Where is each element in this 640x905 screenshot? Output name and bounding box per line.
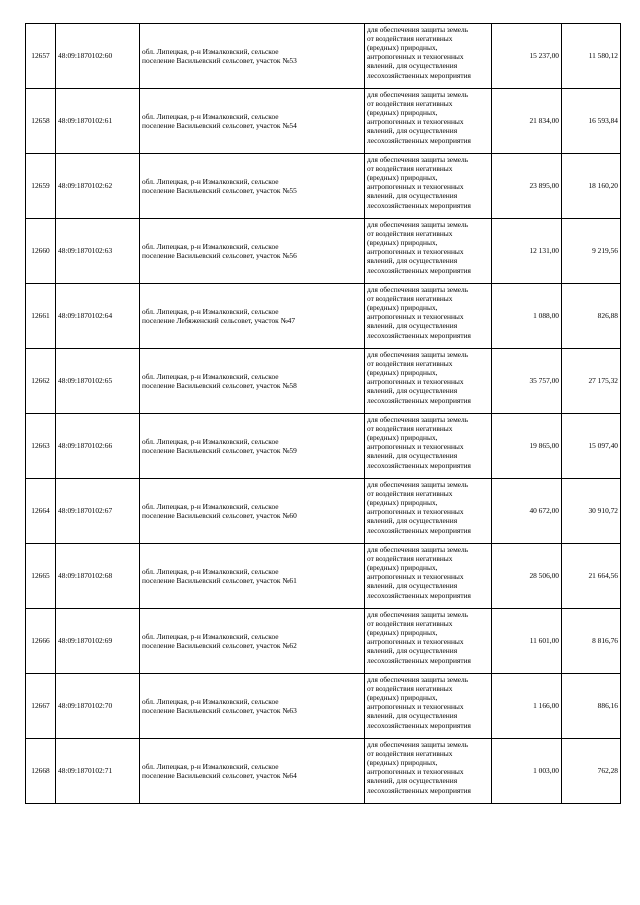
purpose-line: явлений, для осуществления	[367, 126, 458, 136]
purpose-line: лесохозяйственных мероприятия	[367, 135, 471, 145]
purpose-cell	[365, 739, 492, 804]
purpose-line: лесохозяйственных мероприятия	[367, 330, 471, 340]
purpose-line: явлений, для осуществления	[367, 711, 458, 721]
address-line-2: поселение Васильевский сельсовет, участок №54	[142, 121, 297, 130]
address-line-2: поселение Васильевский сельсовет, участок №58	[142, 381, 297, 390]
purpose-line: (вредных) природных,	[367, 627, 438, 637]
purpose-cell	[365, 154, 492, 219]
purpose-line: (вредных) природных,	[367, 42, 438, 52]
row-number: 12666	[26, 609, 56, 674]
purpose-line: для обеспечения защиты земель	[367, 219, 469, 229]
purpose-cell	[365, 219, 492, 284]
purpose-line: от воздействия негативных	[367, 748, 453, 758]
address-line-1: обл. Липецкая, р-н Измалковский, сельское	[142, 46, 279, 56]
purpose-line: для обеспечения защиты земель	[367, 739, 469, 749]
table-row	[26, 89, 621, 154]
purpose-line: от воздействия негативных	[367, 618, 453, 628]
purpose-line: (вредных) природных,	[367, 302, 438, 312]
purpose-line: от воздействия негативных	[367, 683, 453, 693]
cadastral-number: 48:09:1870102:63	[56, 219, 140, 284]
address-line-2: поселение Васильевский сельсовет, участок №53	[142, 56, 297, 65]
area-cell: 40 672,00	[492, 479, 562, 544]
purpose-line: антропогенных и техногенных	[367, 572, 464, 582]
cost-cell: 886,16	[562, 674, 621, 739]
address-line-1: обл. Липецкая, р-н Измалковский, сельское	[142, 761, 279, 771]
address-cell	[140, 24, 365, 89]
purpose-line: от воздействия негативных	[367, 98, 453, 108]
table-row	[26, 414, 621, 479]
row-number: 12660	[26, 219, 56, 284]
purpose-line: антропогенных и техногенных	[367, 182, 464, 192]
purpose-cell	[365, 24, 492, 89]
purpose-text	[367, 545, 489, 608]
purpose-cell	[365, 674, 492, 739]
purpose-line: явлений, для осуществления	[367, 581, 458, 591]
cadastral-number: 48:09:1870102:69	[56, 609, 140, 674]
purpose-line: антропогенных и техногенных	[367, 442, 464, 452]
row-number: 12662	[26, 349, 56, 414]
address-cell	[140, 414, 365, 479]
table-row	[26, 609, 621, 674]
purpose-line: от воздействия негативных	[367, 553, 453, 563]
cadastral-number: 48:09:1870102:71	[56, 739, 140, 804]
table-row	[26, 544, 621, 609]
cadastral-number: 48:09:1870102:67	[56, 479, 140, 544]
row-number: 12665	[26, 544, 56, 609]
purpose-line: для обеспечения защиты земель	[367, 674, 469, 684]
row-number: 12664	[26, 479, 56, 544]
area-cell: 21 834,00	[492, 89, 562, 154]
address-line-2: поселение Васильевский сельсовет, участок №59	[142, 446, 297, 455]
address-cell	[140, 479, 365, 544]
address-line-1: обл. Липецкая, р-н Измалковский, сельское	[142, 501, 279, 511]
cost-cell: 30 910,72	[562, 479, 621, 544]
table-row	[26, 219, 621, 284]
purpose-line: для обеспечения защиты земель	[367, 349, 469, 359]
address-line-2: поселение Васильевский сельсовет, участок №56	[142, 251, 297, 260]
purpose-text	[367, 90, 489, 153]
purpose-line: антропогенных и техногенных	[367, 247, 464, 257]
purpose-line: лесохозяйственных мероприятия	[367, 785, 471, 795]
purpose-cell	[365, 479, 492, 544]
address-line-1: обл. Липецкая, р-н Измалковский, сельское	[142, 436, 279, 446]
purpose-line: от воздействия негативных	[367, 293, 453, 303]
cost-cell: 27 175,32	[562, 349, 621, 414]
purpose-line: антропогенных и техногенных	[367, 637, 464, 647]
purpose-line: (вредных) природных,	[367, 172, 438, 182]
cost-cell: 18 160,20	[562, 154, 621, 219]
purpose-line: лесохозяйственных мероприятия	[367, 395, 471, 405]
purpose-line: явлений, для осуществления	[367, 321, 458, 331]
table-row	[26, 154, 621, 219]
table-row	[26, 739, 621, 804]
cost-cell: 8 816,76	[562, 609, 621, 674]
address-cell	[140, 349, 365, 414]
address-line-1: обл. Липецкая, р-н Измалковский, сельское	[142, 566, 279, 576]
purpose-line: от воздействия негативных	[367, 228, 453, 238]
purpose-line: лесохозяйственных мероприятия	[367, 590, 471, 600]
purpose-line: лесохозяйственных мероприятия	[367, 70, 471, 80]
cadastral-number: 48:09:1870102:62	[56, 154, 140, 219]
purpose-text	[367, 740, 489, 803]
purpose-line: антропогенных и техногенных	[367, 377, 464, 387]
area-cell: 15 237,00	[492, 24, 562, 89]
cadastral-number: 48:09:1870102:60	[56, 24, 140, 89]
area-cell: 1 088,00	[492, 284, 562, 349]
purpose-text	[367, 350, 489, 413]
purpose-line: (вредных) природных,	[367, 107, 438, 117]
address-cell	[140, 739, 365, 804]
address-cell	[140, 219, 365, 284]
purpose-line: (вредных) природных,	[367, 432, 438, 442]
address-cell	[140, 154, 365, 219]
purpose-text	[367, 285, 489, 348]
row-number: 12668	[26, 739, 56, 804]
address-line-2: поселение Васильевский сельсовет, участок №63	[142, 706, 297, 715]
purpose-line: лесохозяйственных мероприятия	[367, 200, 471, 210]
purpose-line: от воздействия негативных	[367, 423, 453, 433]
address-line-1: обл. Липецкая, р-н Измалковский, сельское	[142, 696, 279, 706]
purpose-line: (вредных) природных,	[367, 497, 438, 507]
table-row	[26, 674, 621, 739]
address-cell	[140, 544, 365, 609]
address-line-2: поселение Васильевский сельсовет, участок №55	[142, 186, 297, 195]
purpose-line: для обеспечения защиты земель	[367, 154, 469, 164]
cost-cell: 11 580,12	[562, 24, 621, 89]
area-cell: 11 601,00	[492, 609, 562, 674]
table-row	[26, 24, 621, 89]
purpose-text	[367, 610, 489, 673]
cost-cell: 9 219,56	[562, 219, 621, 284]
row-number: 12667	[26, 674, 56, 739]
address-line-1: обл. Липецкая, р-н Измалковский, сельское	[142, 631, 279, 641]
purpose-line: явлений, для осуществления	[367, 61, 458, 71]
address-line-2: поселение Васильевский сельсовет, участок №62	[142, 641, 297, 650]
purpose-line: для обеспечения защиты земель	[367, 89, 469, 99]
purpose-line: антропогенных и техногенных	[367, 702, 464, 712]
address-cell	[140, 89, 365, 154]
table-row	[26, 284, 621, 349]
address-line-1: обл. Липецкая, р-н Измалковский, сельское	[142, 306, 279, 316]
purpose-cell	[365, 414, 492, 479]
address-line-2: поселение Лебяженский сельсовет, участок №47	[142, 316, 296, 325]
address-cell	[140, 674, 365, 739]
purpose-text	[367, 155, 489, 218]
purpose-line: (вредных) природных,	[367, 562, 438, 572]
purpose-line: антропогенных и техногенных	[367, 117, 464, 127]
purpose-text	[367, 675, 489, 738]
area-cell: 35 757,00	[492, 349, 562, 414]
address-line-2: поселение Васильевский сельсовет, участок №60	[142, 511, 297, 520]
cadastral-number: 48:09:1870102:66	[56, 414, 140, 479]
address-line-1: обл. Липецкая, р-н Измалковский, сельское	[142, 241, 279, 251]
area-cell: 28 506,00	[492, 544, 562, 609]
purpose-line: для обеспечения защиты земель	[367, 479, 469, 489]
purpose-line: антропогенных и техногенных	[367, 767, 464, 777]
purpose-line: явлений, для осуществления	[367, 776, 458, 786]
table-body	[26, 24, 621, 804]
cost-cell: 21 664,56	[562, 544, 621, 609]
purpose-line: от воздействия негативных	[367, 33, 453, 43]
address-line-2: поселение Васильевский сельсовет, участок №64	[142, 771, 297, 780]
cadastral-number: 48:09:1870102:64	[56, 284, 140, 349]
purpose-line: от воздействия негативных	[367, 163, 453, 173]
cadastral-number: 48:09:1870102:68	[56, 544, 140, 609]
row-number: 12657	[26, 24, 56, 89]
row-number: 12661	[26, 284, 56, 349]
address-line-1: обл. Липецкая, р-н Измалковский, сельское	[142, 111, 279, 121]
table-row	[26, 349, 621, 414]
cost-cell: 826,88	[562, 284, 621, 349]
address-cell	[140, 609, 365, 674]
purpose-cell	[365, 284, 492, 349]
purpose-line: явлений, для осуществления	[367, 256, 458, 266]
purpose-text	[367, 25, 489, 88]
purpose-line: от воздействия негативных	[367, 488, 453, 498]
purpose-line: лесохозяйственных мероприятия	[367, 655, 471, 665]
purpose-line: явлений, для осуществления	[367, 646, 458, 656]
purpose-cell	[365, 544, 492, 609]
purpose-line: явлений, для осуществления	[367, 451, 458, 461]
purpose-line: (вредных) природных,	[367, 692, 438, 702]
purpose-line: для обеспечения защиты земель	[367, 284, 469, 294]
row-number: 12663	[26, 414, 56, 479]
area-cell: 12 131,00	[492, 219, 562, 284]
purpose-cell	[365, 609, 492, 674]
purpose-line: антропогенных и техногенных	[367, 507, 464, 517]
purpose-line: (вредных) природных,	[367, 367, 438, 377]
purpose-line: для обеспечения защиты земель	[367, 544, 469, 554]
purpose-line: (вредных) природных,	[367, 237, 438, 247]
purpose-line: от воздействия негативных	[367, 358, 453, 368]
area-cell: 1 003,00	[492, 739, 562, 804]
purpose-line: явлений, для осуществления	[367, 386, 458, 396]
purpose-line: лесохозяйственных мероприятия	[367, 460, 471, 470]
purpose-text	[367, 220, 489, 283]
area-cell: 23 895,00	[492, 154, 562, 219]
cost-cell: 15 097,40	[562, 414, 621, 479]
purpose-line: антропогенных и техногенных	[367, 52, 464, 62]
cadastral-number: 48:09:1870102:70	[56, 674, 140, 739]
purpose-line: для обеспечения защиты земель	[367, 609, 469, 619]
purpose-line: антропогенных и техногенных	[367, 312, 464, 322]
row-number: 12659	[26, 154, 56, 219]
address-line-1: обл. Липецкая, р-н Измалковский, сельское	[142, 176, 279, 186]
cost-cell: 16 593,84	[562, 89, 621, 154]
purpose-text	[367, 480, 489, 543]
table-row	[26, 479, 621, 544]
purpose-cell	[365, 89, 492, 154]
cadastral-number: 48:09:1870102:61	[56, 89, 140, 154]
purpose-line: для обеспечения защиты земель	[367, 24, 469, 34]
purpose-line: лесохозяйственных мероприятия	[367, 525, 471, 535]
purpose-cell	[365, 349, 492, 414]
area-cell: 1 166,00	[492, 674, 562, 739]
area-cell: 19 865,00	[492, 414, 562, 479]
purpose-line: явлений, для осуществления	[367, 191, 458, 201]
purpose-line: (вредных) природных,	[367, 757, 438, 767]
cadastral-table	[25, 23, 621, 804]
purpose-line: явлений, для осуществления	[367, 516, 458, 526]
purpose-line: лесохозяйственных мероприятия	[367, 265, 471, 275]
cadastral-number: 48:09:1870102:65	[56, 349, 140, 414]
purpose-line: для обеспечения защиты земель	[367, 414, 469, 424]
address-cell	[140, 284, 365, 349]
address-line-1: обл. Липецкая, р-н Измалковский, сельское	[142, 371, 279, 381]
address-line-2: поселение Васильевский сельсовет, участок №61	[142, 576, 297, 585]
row-number: 12658	[26, 89, 56, 154]
purpose-text	[367, 415, 489, 478]
cost-cell: 762,28	[562, 739, 621, 804]
purpose-line: лесохозяйственных мероприятия	[367, 720, 471, 730]
